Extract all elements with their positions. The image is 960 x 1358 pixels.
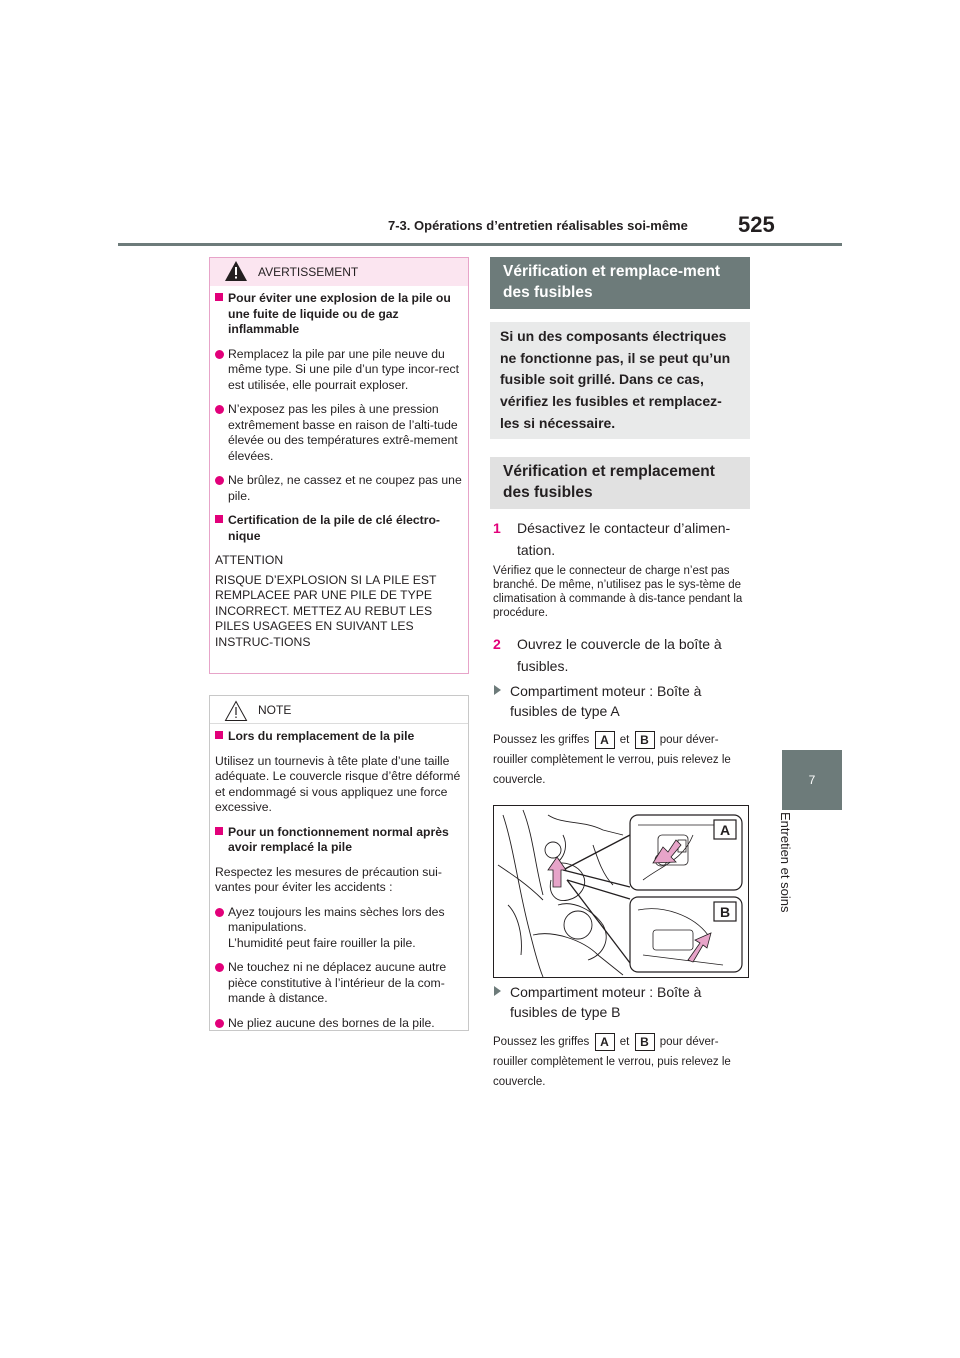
step-2 xyxy=(493,633,753,679)
note-header-divider xyxy=(210,723,468,724)
warning-content xyxy=(215,291,463,654)
header-rule xyxy=(118,243,842,246)
step-1-number: 1 xyxy=(493,520,501,536)
subsection-title: Vérification et remplacement des fusibles xyxy=(503,463,715,501)
figure-label-a: A xyxy=(719,822,731,838)
note-text-2: Respectez les mesures de précaution sui-vantes pour éviter les accidents : xyxy=(215,864,442,894)
label-a-badge: A xyxy=(595,731,615,749)
note-heading-2: Pour un fonctionnement normal après avoir remplacé la pile xyxy=(215,825,463,856)
warning-bullet-3: Ne brûlez, ne cassez et ne coupez pas une pile. xyxy=(215,473,463,504)
step-1 xyxy=(493,517,753,563)
attention-label: ATTENTION xyxy=(215,553,284,567)
note-content xyxy=(215,729,463,1040)
substep-type-b: Compartiment moteur : Boîte à fusibles de type B xyxy=(494,982,750,1024)
page-number: 525 xyxy=(738,212,775,237)
label-b-badge: B xyxy=(635,1033,655,1051)
warning-bullet-1: Remplacez la pile par une pile neuve du même type. Si une pile d’un type incor-rect est utilisée, elle pourrait exploser. xyxy=(215,347,463,394)
note-bullet-3: Ne pliez aucune des bornes de la pile. xyxy=(215,1016,463,1032)
label-a-badge: A xyxy=(595,1033,615,1051)
substep-type-a: Compartiment moteur : Boîte à fusibles de type A xyxy=(494,681,750,723)
chapter-tab xyxy=(782,750,842,810)
warning-heading-2: Certification de la pile de clé électro-nique xyxy=(215,513,463,544)
push-instruction-b: Poussez les griffes A et B pour déver-rouiller complètement le verrou, puis relevez le couvercle. xyxy=(493,1034,731,1088)
step-2-number: 2 xyxy=(493,636,501,652)
fuse-box-illustration xyxy=(493,805,749,978)
section-header: 7-3. Opérations d’entretien réalisables soi-même xyxy=(388,218,688,233)
label-b-badge: B xyxy=(635,731,655,749)
warning-title: AVERTISSEMENT xyxy=(258,265,359,279)
note-text-1: Utilisez un tournevis à tête plate d’une taille adéquate. Le couvercle risque d’être déformé et endommagé si vous appliquez une force excessive. xyxy=(215,753,461,814)
intro-text: Si un des composants électriques ne fonctionne pas, il se peut qu’un fusible soit grillé. Dans ce cas, vérifiez les fusibles et remplacez-les si nécessaire. xyxy=(500,328,731,431)
figure-label-b: B xyxy=(719,904,731,920)
step-2-text: Ouvrez le couvercle de la boîte à fusibles. xyxy=(517,636,722,674)
section-title: Vérification et remplace-ment des fusibles xyxy=(503,263,721,301)
warning-bullet-2: N’exposez pas les piles à une pression extrêmement basse en raison de l’alti-tude élevée ou des températures extrê-mement élevées. xyxy=(215,402,463,464)
note-bullet-1: Ayez toujours les mains sèches lors des manipulations. L’humidité peut faire rouiller la pile. xyxy=(215,905,463,952)
warning-heading-1: Pour éviter une explosion de la pile ou une fuite de liquide ou de gaz inflammable xyxy=(215,291,463,338)
chapter-number: 7 xyxy=(808,773,816,787)
push-instruction-a: Poussez les griffes A et B pour déver-rouiller complètement le verrou, puis relevez le couvercle. xyxy=(493,732,731,786)
caps-warning-text: RISQUE D’EXPLOSION SI LA PILE EST REMPLACEE PAR UNE PILE DE TYPE INCORRECT. METTEZ AU REBUT LES PILES USAGEES EN SUIVANT LES INSTRUC-TIONS xyxy=(215,572,437,649)
triangle-bullet-icon xyxy=(494,685,501,695)
triangle-bullet-icon xyxy=(494,986,501,996)
step-1-text: Désactivez le contacteur d’alimen-tation. xyxy=(517,520,731,558)
caution-triangle-icon xyxy=(224,700,248,722)
note-heading-1: Lors du remplacement de la pile xyxy=(215,729,463,745)
note-title: NOTE xyxy=(258,703,292,717)
note-bullet-2: Ne touchez ni ne déplacez aucune autre pièce constitutive à l’intérieur de la com-mande à distance. xyxy=(215,960,463,1007)
step-1-note: Vérifiez que le connecteur de charge n’est pas branché. De même, n’utilisez pas le sys-tème de climatisation à commande à dis-tance pendant la procédure. xyxy=(493,565,743,619)
chapter-label-area xyxy=(778,812,808,942)
warning-triangle-icon xyxy=(224,260,248,282)
chapter-label: Entretien et soins xyxy=(778,812,793,913)
